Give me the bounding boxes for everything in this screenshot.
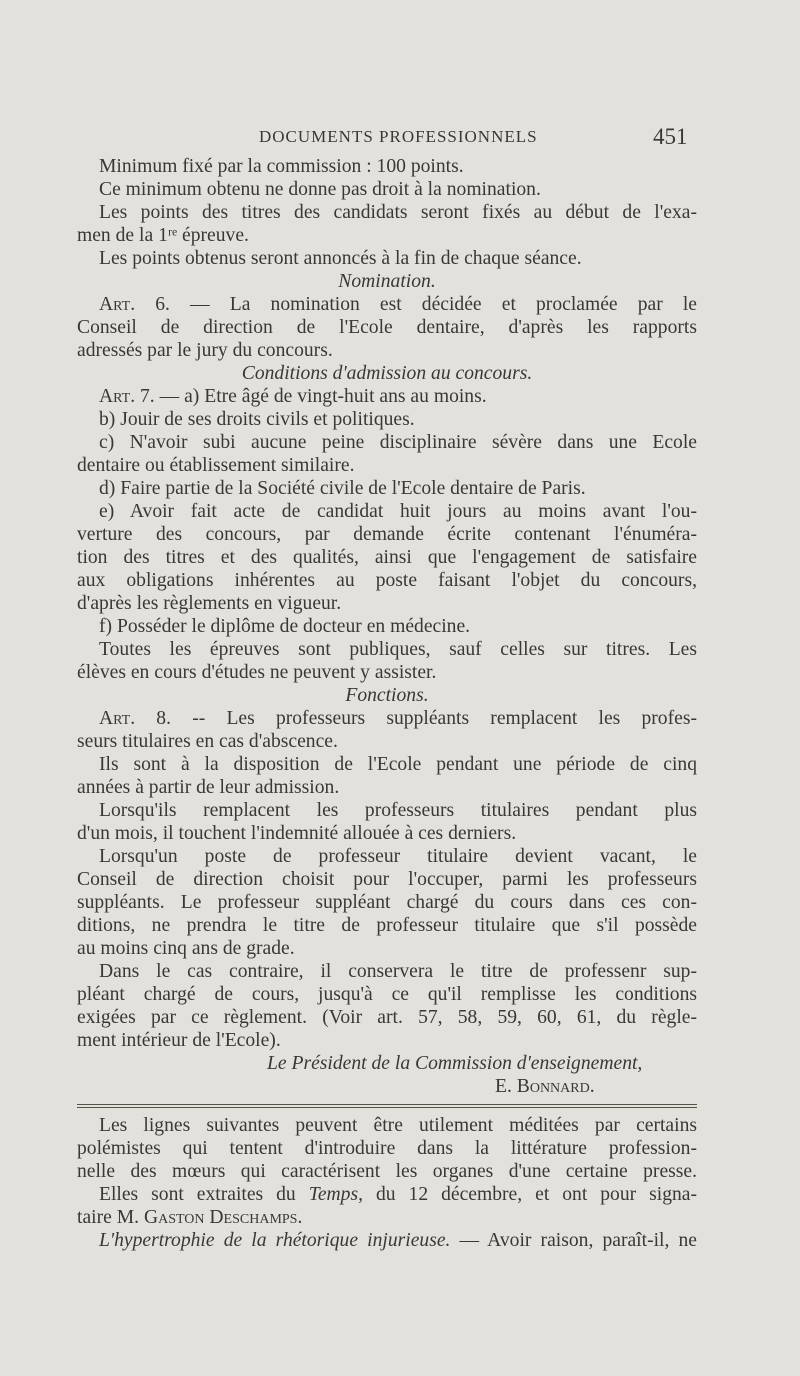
text-span: taire M.	[77, 1207, 140, 1228]
text-line: aux obligations inhérentes au poste faisant l'objet du concours,	[77, 570, 697, 591]
text-line: f) Posséder le diplôme de docteur en médecine.	[99, 616, 471, 637]
newspaper-title: Temps,	[308, 1184, 363, 1205]
text-line: c) N'avoir subi aucune peine disciplinaire sévère dans une Ecole	[99, 432, 697, 453]
text-line: exigées par ce règlement. (Voir art. 57, 58, 59, 60, 61, du règle-	[77, 1007, 697, 1028]
text-line: tion des titres et des qualités, ainsi que l'engagement de satisfaire	[77, 547, 697, 568]
text-span: — a) Etre âgé de vingt-huit ans au moins.	[159, 386, 487, 407]
text-line: d) Faire partie de la Société civile de l'Ecole dentaire de Paris.	[99, 478, 586, 499]
text-line: Les points des titres des candidats seront fixés au début de l'exa-	[99, 202, 697, 223]
signature-name: E. Bonnard.	[495, 1076, 595, 1097]
text-span: — Avoir raison, paraît-il, ne	[459, 1230, 697, 1251]
text-line: Les points obtenus seront annoncés à la fin de chaque séance.	[99, 248, 582, 269]
running-head: DOCUMENTS PROFESSIONNELS	[259, 127, 538, 146]
section-heading-nomination: Nomination.	[338, 271, 436, 292]
text-span: -- Les professeurs suppléants remplacent les profes-	[192, 708, 697, 729]
text-line: ment intérieur de l'Ecole).	[77, 1030, 281, 1051]
text-line: e) Avoir fait acte de candidat huit jours au moins avant l'ou-	[99, 501, 697, 522]
text-line: ditions, ne prendra le titre de professeur titulaire que s'il possède	[77, 915, 697, 936]
text-line: Minimum fixé par la commission : 100 points.	[99, 156, 464, 177]
signature-title: Le Président de la Commission d'enseignement,	[267, 1053, 643, 1074]
double-rule-divider	[77, 1104, 697, 1108]
section-heading-fonctions: Fonctions.	[345, 685, 429, 706]
text-line: verture des concours, par demande écrite contenant l'énuméra-	[77, 524, 697, 545]
text-line: au moins cinq ans de grade.	[77, 938, 295, 959]
text-line: dentaire ou établissement similaire.	[77, 455, 355, 476]
text-line: Toutes les épreuves sont publiques, sauf celles sur titres. Les	[99, 639, 697, 660]
text-line: Ils sont à la disposition de l'Ecole pendant une période de cinq	[99, 754, 697, 775]
text-line: Dans le cas contraire, il conservera le titre de professenr sup-	[99, 961, 697, 982]
body-text	[77, 155, 697, 1252]
text-line: polémistes qui tentent d'introduire dans la littérature profession-	[77, 1138, 697, 1159]
text-span: du 12 décembre, et ont pour signa-	[375, 1184, 698, 1205]
text-line: pléant chargé de cours, jusqu'à ce qu'il remplisse les conditions	[77, 984, 697, 1005]
article-6-line	[77, 293, 697, 316]
text-line: b) Jouir de ses droits civils et politiques.	[99, 409, 415, 430]
article-label: Art. 7.	[99, 386, 155, 407]
text-line: d'un mois, il touchent l'indemnité allouée à ces derniers.	[77, 823, 517, 844]
text-line	[77, 1183, 697, 1206]
text-line: Lorsqu'ils remplacent les professeurs titulaires pendant plus	[99, 800, 697, 821]
text-line: années à partir de leur admission.	[77, 777, 340, 798]
article-label: Art. 8.	[99, 708, 171, 729]
text-line: élèves en cours d'études ne peuvent y assister.	[77, 662, 437, 683]
quote-title: L'hypertrophie de la rhétorique injurieuse.	[99, 1230, 451, 1251]
text-line: suppléants. Le professeur suppléant chargé du cours dans ces con-	[77, 892, 697, 913]
text-line: adressés par le jury du concours.	[77, 340, 333, 361]
text-line: Conseil de direction choisit pour l'occuper, parmi les professeurs	[77, 869, 697, 890]
text-line: nelle des mœurs qui caractérisent les organes d'une certaine presse.	[77, 1161, 697, 1182]
text-line: Conseil de direction de l'Ecole dentaire, d'après les rapports	[77, 317, 697, 338]
text-line: d'après les règlements en vigueur.	[77, 593, 342, 614]
text-span: Elles sont extraites du	[99, 1184, 296, 1205]
text-span: — La nomination est décidée et proclamée par le	[190, 294, 697, 315]
text-line: Les lignes suivantes peuvent être utilement méditées par certains	[99, 1115, 697, 1136]
text-line: Ce minimum obtenu ne donne pas droit à la nomination.	[99, 179, 541, 200]
page-number: 451	[653, 124, 688, 149]
author-name: Gaston Deschamps.	[143, 1207, 303, 1228]
page-header	[0, 124, 800, 151]
article-label: Art. 6.	[99, 294, 170, 315]
text-line	[77, 1229, 697, 1252]
section-heading-conditions: Conditions d'admission au concours.	[241, 363, 533, 384]
article-7-line	[77, 385, 697, 408]
text-line	[77, 1206, 697, 1229]
article-8-line	[77, 707, 697, 730]
text-line: seurs titulaires en cas d'abscence.	[77, 731, 338, 752]
text-line: Lorsqu'un poste de professeur titulaire devient vacant, le	[99, 846, 697, 867]
text-line: men de la 1ʳᵉ épreuve.	[77, 225, 249, 246]
